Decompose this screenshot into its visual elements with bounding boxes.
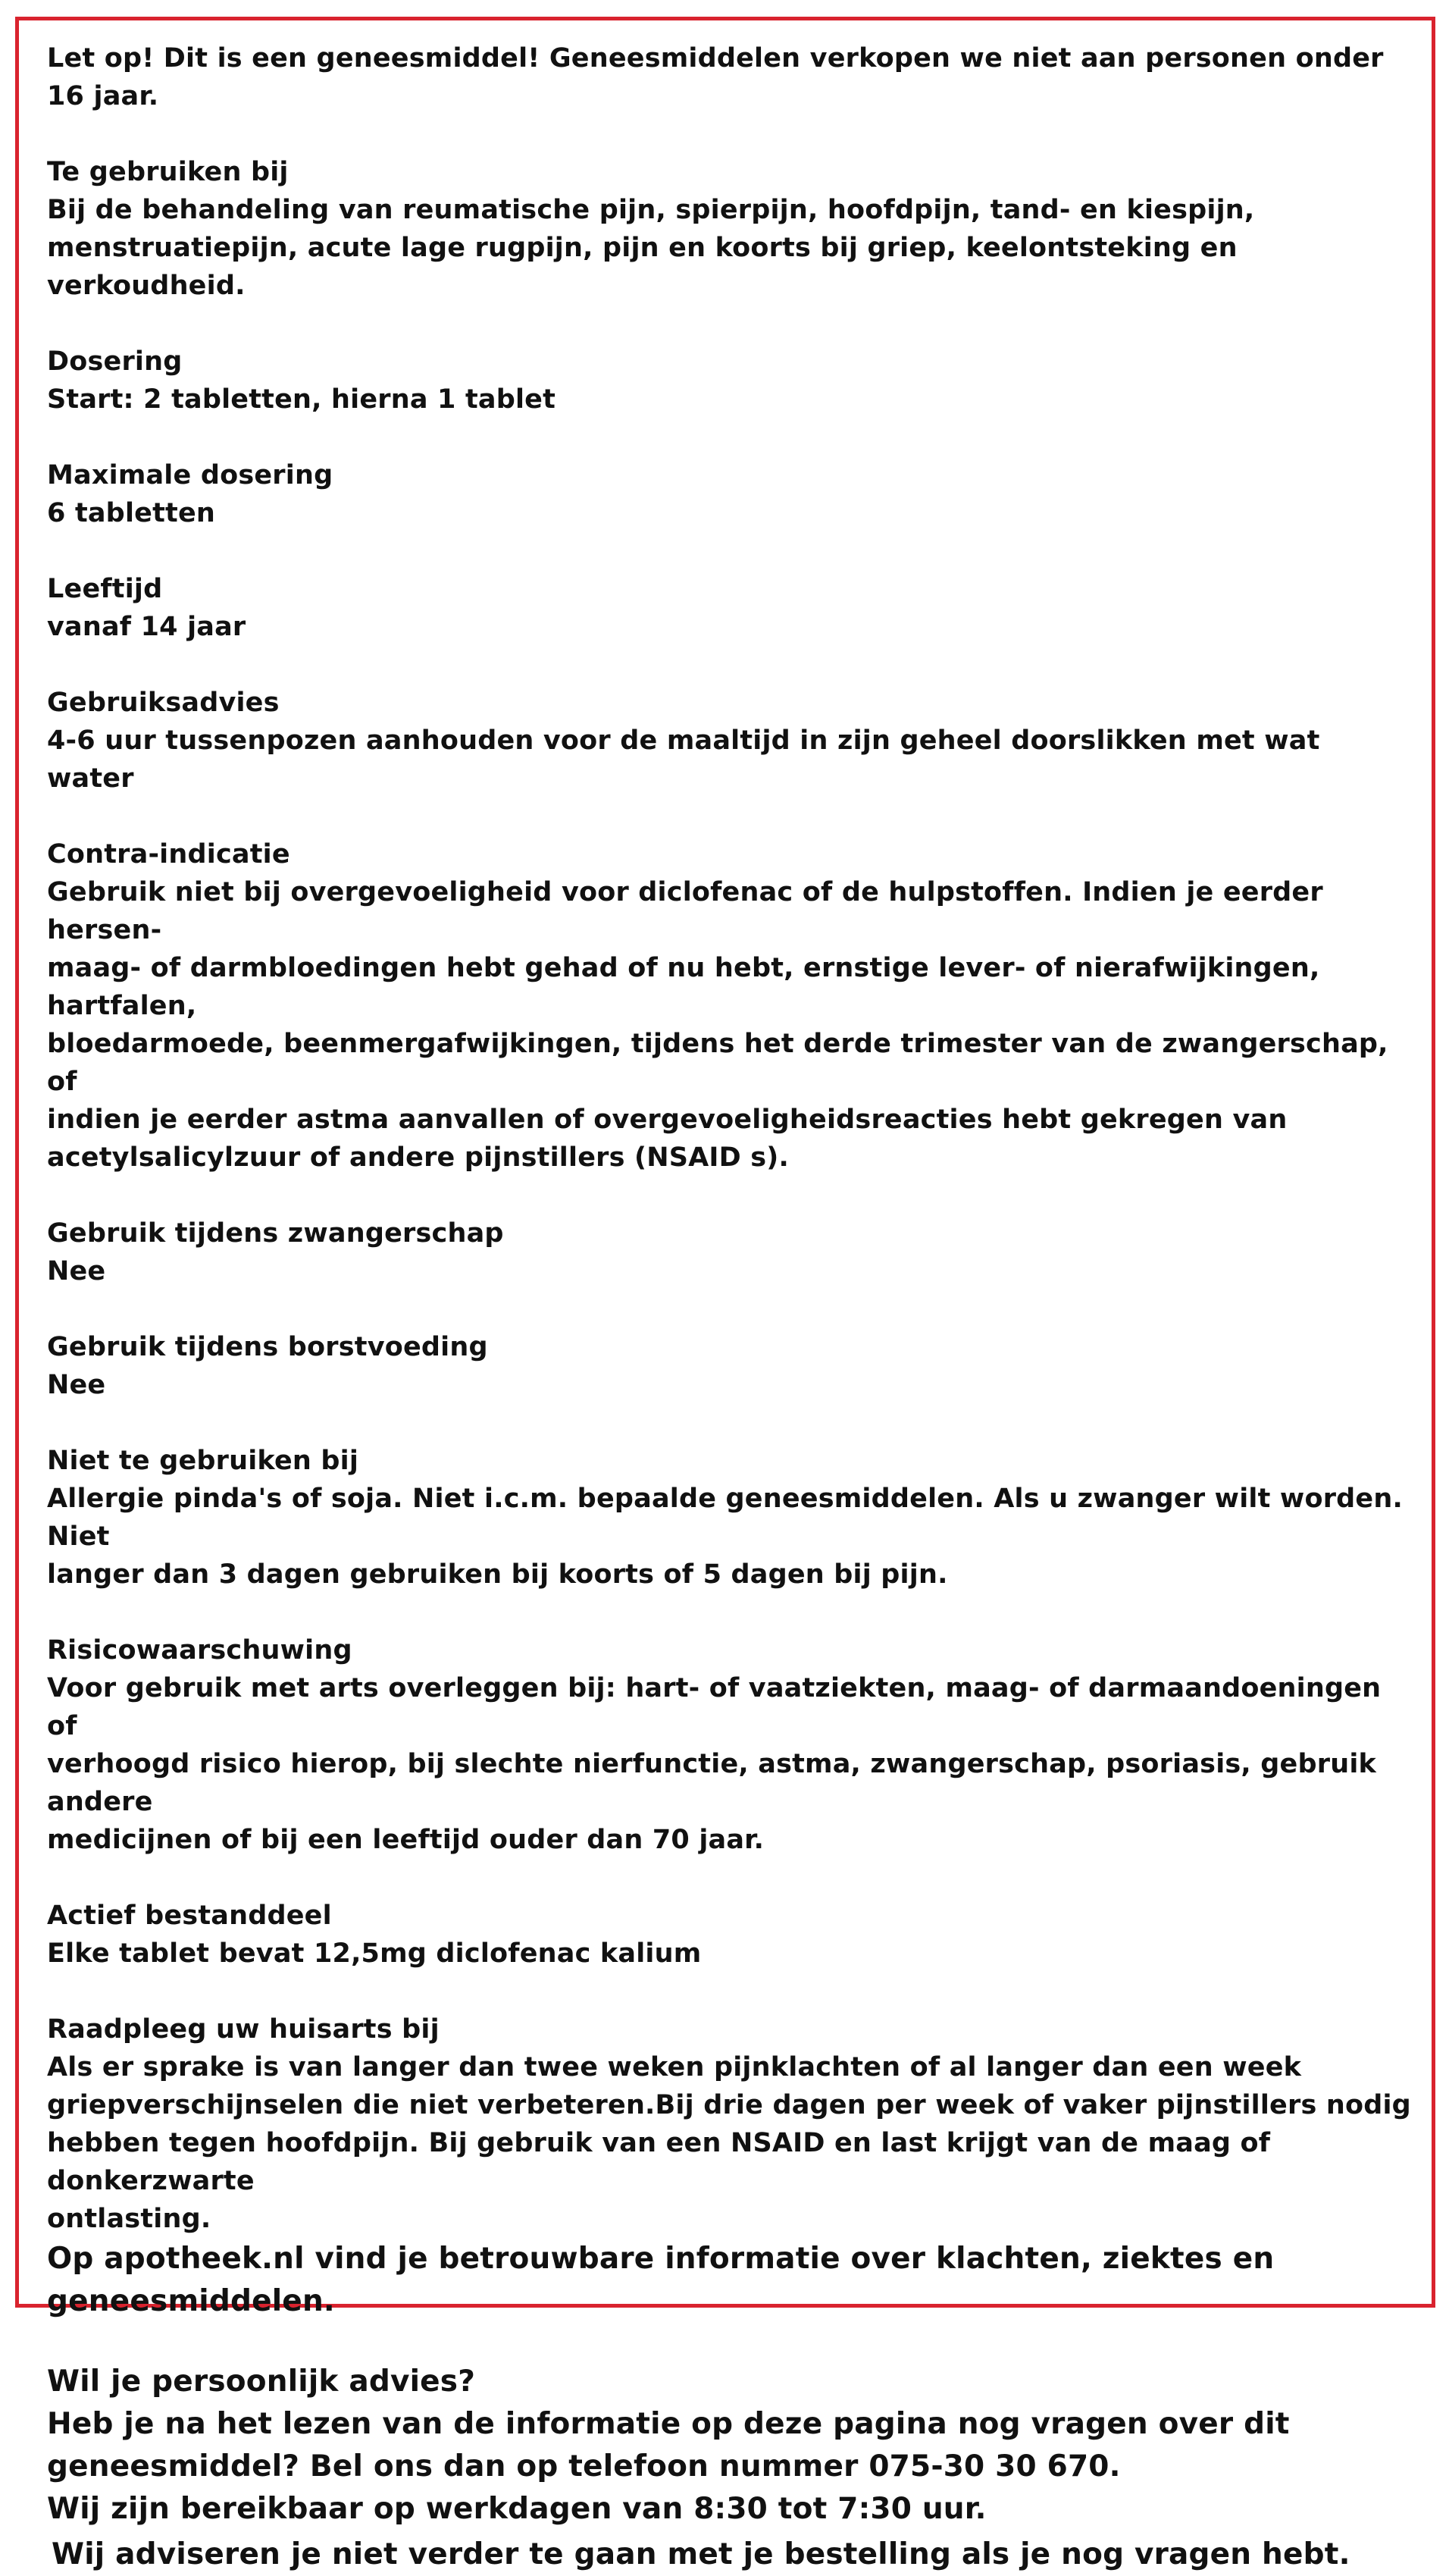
section-heading: Gebruiksadvies bbox=[47, 688, 280, 718]
advice-line: geneesmiddel? Bel ons dan op telefoon nummer 075-30 30 670. bbox=[47, 2449, 1121, 2484]
section-line: ontlasting. bbox=[47, 2204, 211, 2234]
section-block bbox=[47, 343, 1411, 418]
spacer bbox=[47, 798, 1411, 835]
info-lines bbox=[47, 2238, 1411, 2323]
section-line: Bij de behandeling van reumatische pijn, spierpijn, hoofdpijn, tand- en kiespijn, bbox=[47, 195, 1255, 225]
section-line: acetylsalicylzuur of andere pijnstillers (NSAID s). bbox=[47, 1142, 789, 1173]
spacer bbox=[47, 1859, 1411, 1897]
info-line: geneesmiddelen. bbox=[47, 2284, 335, 2318]
spacer bbox=[47, 532, 1411, 570]
spacer bbox=[47, 646, 1411, 684]
section-line: 6 tabletten bbox=[47, 498, 215, 528]
section-block bbox=[47, 2010, 1411, 2238]
advice-lines bbox=[47, 2361, 1411, 2531]
section-line: Elke tablet bevat 12,5mg diclofenac kalium bbox=[47, 1938, 702, 1969]
section-line: Start: 2 tabletten, hierna 1 tablet bbox=[47, 384, 556, 415]
section-line: langer dan 3 dagen gebruiken bij koorts of 5 dagen bij pijn. bbox=[47, 1559, 948, 1590]
section-heading: Niet te gebruiken bij bbox=[47, 1446, 359, 1476]
advice-line: Heb je na het lezen van de informatie op deze pagina nog vragen over dit bbox=[47, 2407, 1290, 2441]
section-heading: Dosering bbox=[47, 346, 183, 377]
section-line: Nee bbox=[47, 1256, 106, 1286]
spacer bbox=[47, 115, 1411, 153]
spacer bbox=[47, 1290, 1411, 1328]
section-heading: Actief bestanddeel bbox=[47, 1901, 332, 1931]
section-line: bloedarmoede, beenmergafwijkingen, tijdens het derde trimester van de zwangerschap, of bbox=[47, 1029, 1388, 1097]
section-line: menstruatiepijn, acute lage rugpijn, pijn en koorts bij griep, keelontsteking en verkoudheid. bbox=[47, 233, 1238, 301]
section-heading: Gebruik tijdens borstvoeding bbox=[47, 1332, 488, 1362]
spacer bbox=[47, 1594, 1411, 1631]
section-heading: Contra-indicatie bbox=[47, 839, 290, 870]
section-block bbox=[47, 1897, 1411, 1973]
section-heading: Raadpleeg uw huisarts bij bbox=[47, 2014, 440, 2045]
info-block bbox=[47, 2238, 1411, 2531]
section-heading: Maximale dosering bbox=[47, 460, 333, 490]
section-line: indien je eerder astma aanvallen of overgevoeligheidsreacties hebt gekregen van bbox=[47, 1105, 1288, 1135]
section-line: Allergie pinda's of soja. Niet i.c.m. bepaalde geneesmiddelen. Als u zwanger wilt worden. Niet bbox=[47, 1484, 1403, 1552]
section-block bbox=[47, 570, 1411, 646]
advice-line: Wil je persoonlijk advies? bbox=[47, 2364, 476, 2399]
section-line: griepverschijnselen die niet verbeteren.Bij drie dagen per week of vaker pijnstillers nodig bbox=[47, 2090, 1411, 2120]
spacer bbox=[47, 305, 1411, 343]
section-block bbox=[47, 456, 1411, 532]
final-note-text: Wij adviseren je niet verder te gaan met je bestelling als je nog vragen hebt. bbox=[52, 2537, 1350, 2571]
info-sections bbox=[47, 115, 1411, 2238]
section-line: hebben tegen hoofdpijn. Bij gebruik van een NSAID en last krijgt van de maag of donkerzwarte bbox=[47, 2128, 1271, 2196]
section-block bbox=[47, 153, 1411, 305]
section-line: Gebruik niet bij overgevoeligheid voor diclofenac of de hulpstoffen. Indien je eerder hersen- bbox=[47, 877, 1323, 945]
product-info-content bbox=[47, 39, 1411, 2576]
section-block bbox=[47, 684, 1411, 798]
section-heading: Leeftijd bbox=[47, 574, 163, 604]
info-line: Op apotheek.nl vind je betrouwbare informatie over klachten, ziektes en bbox=[47, 2242, 1275, 2276]
medicine-warning-text: Let op! Dit is een geneesmiddel! Geneesmiddelen verkopen we niet aan personen onder 16 jaar. bbox=[47, 43, 1384, 111]
section-heading: Risicowaarschuwing bbox=[47, 1635, 352, 1666]
section-block bbox=[47, 1328, 1411, 1404]
advice-line: Wij zijn bereikbaar op werkdagen van 8:30 tot 7:30 uur. bbox=[47, 2492, 987, 2526]
medicine-warning bbox=[47, 39, 1411, 115]
section-heading: Te gebruiken bij bbox=[47, 157, 289, 187]
section-line: Voor gebruik met arts overleggen bij: hart- of vaatziekten, maag- of darmaandoeningen of bbox=[47, 1673, 1382, 1741]
section-line: vanaf 14 jaar bbox=[47, 612, 246, 642]
spacer bbox=[47, 2323, 1411, 2361]
section-line: maag- of darmbloedingen hebt gehad of nu hebt, ernstige lever- of nierafwijkingen, hartfalen, bbox=[47, 953, 1320, 1021]
section-line: 4-6 uur tussenpozen aanhouden voor de maaltijd in zijn geheel doorslikken met wat water bbox=[47, 725, 1320, 794]
spacer bbox=[47, 1973, 1411, 2010]
section-block bbox=[47, 1442, 1411, 1594]
final-note bbox=[52, 2534, 1411, 2576]
section-line: Nee bbox=[47, 1370, 106, 1400]
section-block bbox=[47, 1631, 1411, 1859]
section-line: Als er sprake is van langer dan twee weken pijnklachten of al langer dan een week bbox=[47, 2052, 1302, 2082]
section-line: verhoogd risico hierop, bij slechte nierfunctie, astma, zwangerschap, psoriasis, gebruik andere bbox=[47, 1749, 1376, 1817]
section-block bbox=[47, 835, 1411, 1177]
section-block bbox=[47, 1214, 1411, 1290]
section-line: medicijnen of bij een leeftijd ouder dan 70 jaar. bbox=[47, 1825, 765, 1855]
section-heading: Gebruik tijdens zwangerschap bbox=[47, 1218, 504, 1249]
spacer bbox=[47, 418, 1411, 456]
spacer bbox=[47, 1404, 1411, 1442]
spacer bbox=[47, 1177, 1411, 1214]
